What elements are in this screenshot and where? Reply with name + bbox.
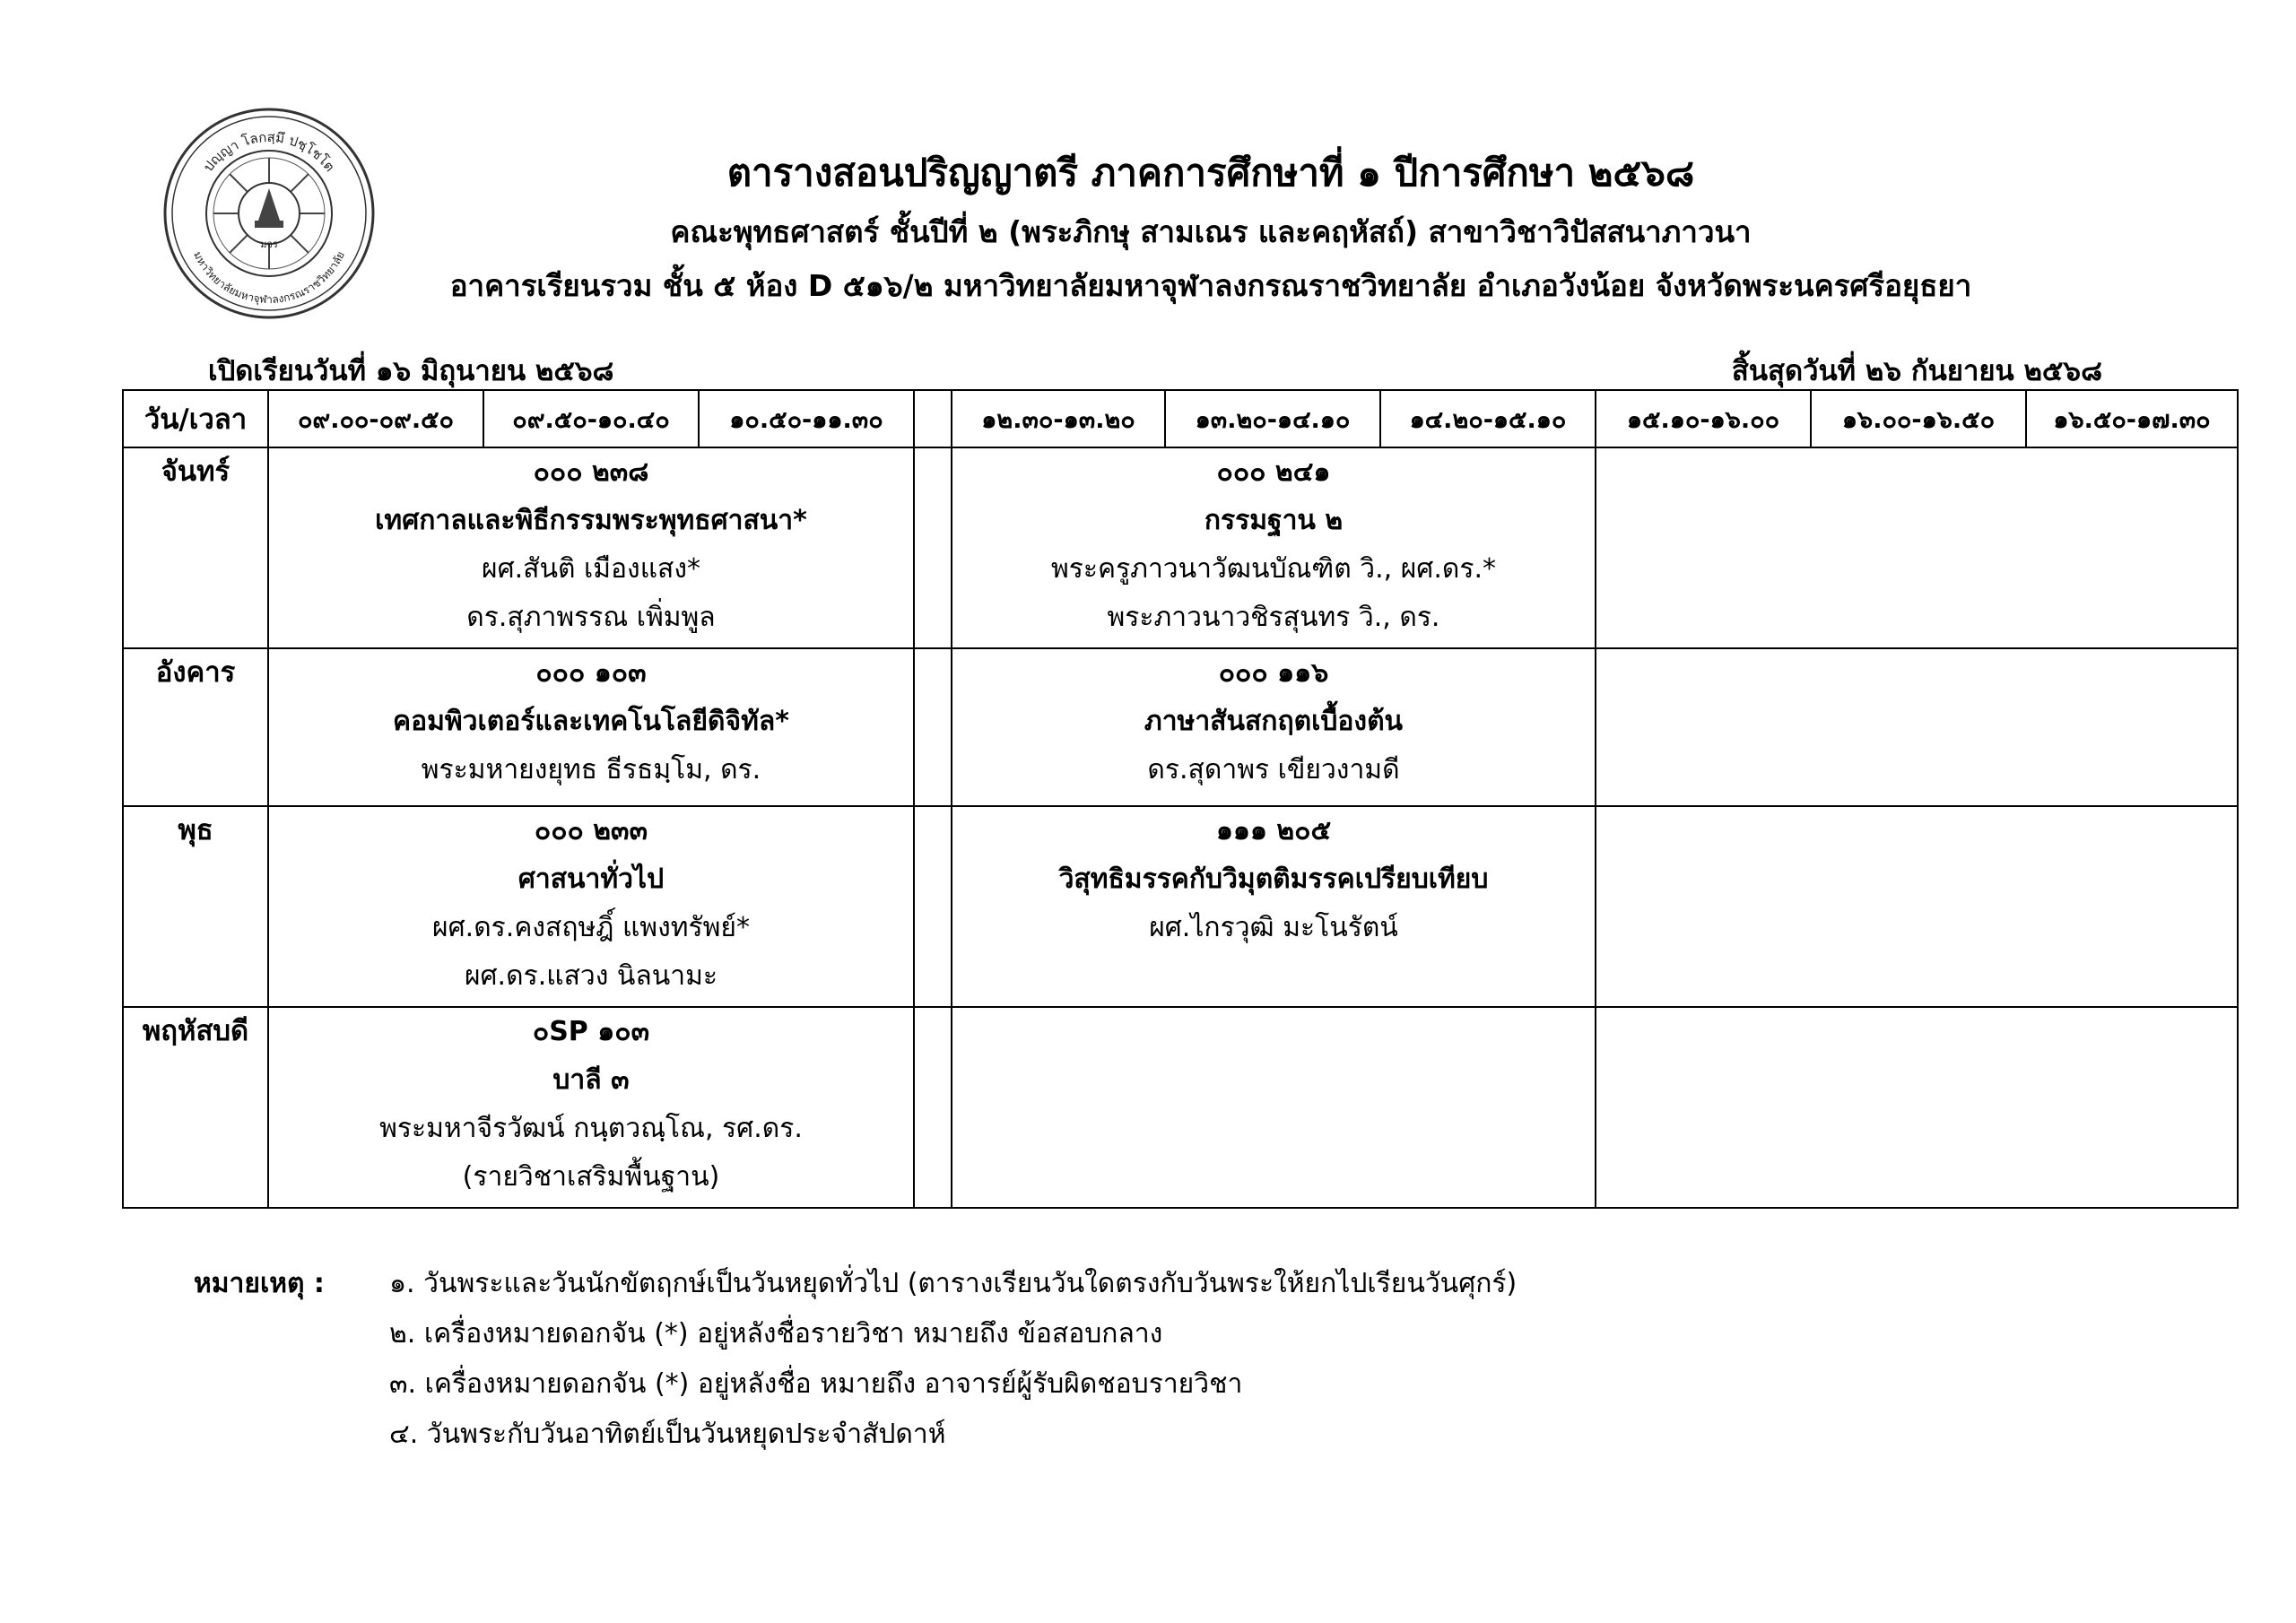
header-time-slot: ๑๓.๒๐-๑๔.๑๐ xyxy=(1165,390,1380,447)
course-cell xyxy=(268,648,914,806)
table-row xyxy=(123,1007,2238,1208)
table-row xyxy=(123,447,2238,648)
course-name: บาลี ๓ xyxy=(552,1064,630,1096)
day-label: พฤหัสบดี xyxy=(123,1007,268,1208)
instructor: ผศ.สันติ เมืองแสง* xyxy=(482,553,700,585)
faculty-subtitle: คณะพุทธศาสตร์ ชั้นปีที่ ๒ (พระภิกษุ สามเณร และคฤหัสถ์) สาขาวิชาวิปัสสนาภาวนา xyxy=(670,214,1752,249)
table-header-row xyxy=(123,390,2238,447)
course-code: ๐๐๐ ๑๑๖ xyxy=(1218,657,1329,689)
note-item: ๑. วันพระและวันนักขัตฤกษ์เป็นวันหยุดทั่วไป (ตารางเรียนวันใดตรงกับวันพระให้ยกไปเรียนวันศุกร์) xyxy=(389,1268,1518,1299)
header-time-slot: ๑๒.๓๐-๑๓.๒๐ xyxy=(952,390,1165,447)
lunch-break-cell xyxy=(914,648,952,806)
course-name: คอมพิวเตอร์และเทคโนโลยีดิจิทัล* xyxy=(393,706,789,737)
day-label: อังคาร xyxy=(123,648,268,806)
seal-motto-text: ปญฺญา โลกสฺมึ ปชฺโชโต xyxy=(200,128,338,175)
schedule-table xyxy=(122,389,2239,1209)
empty-cell xyxy=(1596,648,2238,806)
header-time-slot: ๐๙.๐๐-๐๙.๕๐ xyxy=(268,390,483,447)
lunch-break-cell xyxy=(914,447,952,648)
course-cell xyxy=(952,447,1596,648)
course-cell xyxy=(952,806,1596,1007)
instructor: ดร.สุดาพร เขียวงามดี xyxy=(1147,754,1400,785)
course-name: ภาษาสันสกฤตเบื้องต้น xyxy=(1144,706,1404,737)
header-time-slot: ๑๐.๕๐-๑๑.๓๐ xyxy=(699,390,914,447)
empty-cell xyxy=(1596,1007,2238,1208)
course-code: ๐๐๐ ๒๔๑ xyxy=(1216,456,1331,488)
course-cell xyxy=(268,806,914,1007)
empty-cell xyxy=(1596,806,2238,1007)
table-row xyxy=(123,648,2238,806)
note-item: ๓. เครื่องหมายดอกจัน (*) อยู่หลังชื่อ หมายถึง อาจารย์ผู้รับผิดชอบรายวิชา xyxy=(389,1368,1243,1400)
header-time-slot: ๑๕.๑๐-๑๖.๐๐ xyxy=(1596,390,1811,447)
note-item: ๒. เครื่องหมายดอกจัน (*) อยู่หลังชื่อรายวิชา หมายถึง ข้อสอบกลาง xyxy=(389,1318,1163,1350)
seal-university-text: มหาวิทยาลัยมหาจุฬาลงกรณราชวิทยาลัย xyxy=(191,249,347,307)
notes-label: หมายเหตุ : xyxy=(194,1268,325,1299)
day-label: จันทร์ xyxy=(123,447,268,648)
empty-cell xyxy=(952,1007,1596,1208)
table-row xyxy=(123,806,2238,1007)
lunch-break-cell xyxy=(914,806,952,1007)
header-day-time: วัน/เวลา xyxy=(123,390,268,447)
course-code: ๐๐๐ ๒๓๓ xyxy=(534,815,648,846)
instructor: พระมหายงยุทธ ธีรธมฺโม, ดร. xyxy=(421,754,761,785)
course-code: ๐๐๐ ๒๓๘ xyxy=(533,456,649,488)
header-time-slot: ๑๔.๒๐-๑๕.๑๐ xyxy=(1380,390,1596,447)
header-lunch-break xyxy=(914,390,952,447)
course-cell xyxy=(952,648,1596,806)
header-time-slot: ๑๖.๐๐-๑๖.๕๐ xyxy=(1811,390,2026,447)
header-time-slot: ๐๙.๕๐-๑๐.๔๐ xyxy=(483,390,699,447)
page-title: ตารางสอนปริญญาตรี ภาคการศึกษาที่ ๑ ปีการศึกษา ๒๕๖๘ xyxy=(726,151,1695,195)
semester-start-date: เปิดเรียนวันที่ ๑๖ มิถุนายน ๒๕๖๘ xyxy=(208,355,614,387)
course-cell xyxy=(268,447,914,648)
course-name: วิสุทธิมรรคกับวิมุตติมรรคเปรียบเทียบ xyxy=(1058,864,1489,895)
instructor: พระภาวนาวชิรสุนทร วิ., ดร. xyxy=(1107,602,1440,633)
instructor: ผศ.ดร.แสวง นิลนามะ xyxy=(464,960,718,992)
note-item: ๔. วันพระกับวันอาทิตย์เป็นวันหยุดประจำสัปดาห์ xyxy=(389,1419,946,1450)
course-cell xyxy=(268,1007,914,1208)
instructor: พระครูภาวนาวัฒนบัณฑิต วิ., ผศ.ดร.* xyxy=(1051,553,1496,585)
course-code: ๑๑๑ ๒๐๕ xyxy=(1215,815,1332,846)
semester-end-date: สิ้นสุดวันที่ ๒๖ กันยายน ๒๕๖๘ xyxy=(1731,355,2102,387)
instructor: ผศ.ดร.คงสฤษฎิ์ แพงทรัพย์* xyxy=(432,912,750,943)
instructor: ผศ.ไกรวุฒิ มะโนรัตน์ xyxy=(1149,912,1398,943)
instructor: พระมหาจีรวัฒน์ กนฺตวณฺโณ, รศ.ดร. xyxy=(379,1113,803,1144)
empty-cell xyxy=(1596,447,2238,648)
course-name: เทศกาลและพิธีกรรมพระพุทธศาสนา* xyxy=(375,505,807,536)
day-label: พุธ xyxy=(123,806,268,1007)
course-name: ศาสนาทั่วไป xyxy=(517,864,665,895)
seal-center-text: มจร xyxy=(260,239,278,250)
course-code: ๐๐๐ ๑๐๓ xyxy=(535,657,647,689)
lunch-break-cell xyxy=(914,1007,952,1208)
course-name: กรรมฐาน ๒ xyxy=(1204,505,1344,536)
instructor: ดร.สุภาพรรณ เพิ่มพูล xyxy=(466,602,716,633)
course-note: (รายวิชาเสริมพื้นฐาน) xyxy=(462,1161,720,1193)
location-subtitle: อาคารเรียนรวม ชั้น ๕ ห้อง D ๕๑๖/๒ มหาวิทยาลัยมหาจุฬาลงกรณราชวิทยาลัย อำเภอวังน้อย จังหวัดพระนครศรีอยุธยา xyxy=(449,268,1972,303)
course-code: ๐SP ๑๐๓ xyxy=(532,1016,650,1047)
notes-list xyxy=(389,1259,1517,1460)
header-time-slot: ๑๖.๕๐-๑๗.๓๐ xyxy=(2026,390,2238,447)
